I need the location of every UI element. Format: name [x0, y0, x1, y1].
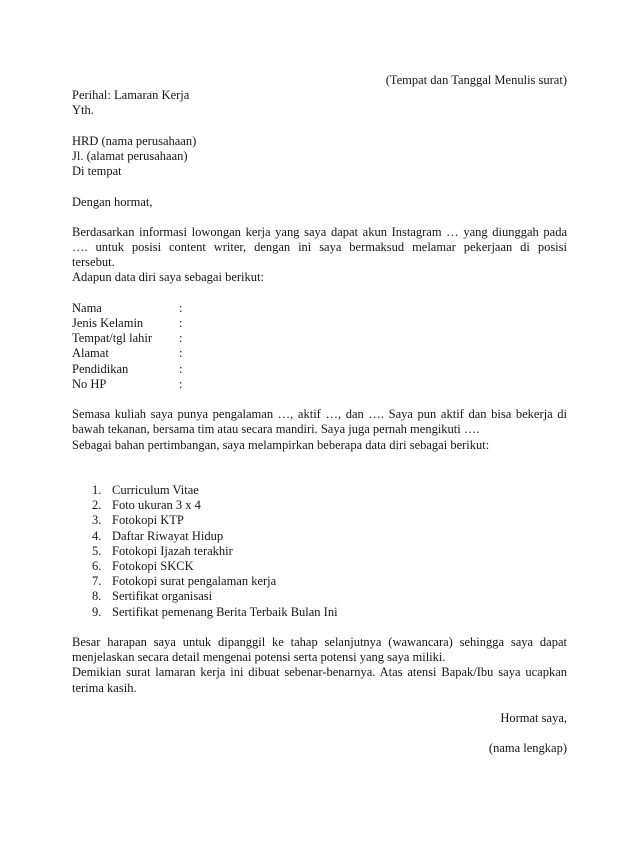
field-value: [182, 346, 567, 361]
attachment-item: [72, 483, 567, 498]
field-value: [182, 301, 567, 316]
personal-data-field: [72, 362, 567, 377]
field-colon: :: [179, 376, 183, 391]
item-text: Fotokopi SKCK: [112, 559, 194, 573]
field-label: Tempat/tgl lahir: [72, 331, 153, 346]
field-colon: :: [179, 331, 183, 346]
attachment-item: [72, 574, 567, 589]
paragraph-line: tersebut.: [72, 255, 115, 270]
paragraph-line: terima kasih.: [72, 680, 137, 695]
recipient-location-line: Di tempat: [72, 164, 122, 179]
experience-paragraph: [72, 407, 567, 453]
item-text: Foto ukuran 3 x 4: [112, 498, 201, 513]
item-text: Curriculum Vitae: [112, 483, 199, 498]
field-label: Alamat: [72, 346, 109, 361]
attachment-item: [72, 544, 567, 559]
personal-data-field: [72, 377, 567, 392]
field-colon: :: [179, 300, 183, 315]
field-label: Jenis Kelamin: [72, 316, 144, 330]
paragraph-line: Semasa kuliah saya punya pengalaman …, aktif …, dan …. Saya pun aktif dan bisa bekerja di: [72, 407, 567, 422]
blank-line: [72, 453, 567, 468]
greeting-line: Dengan hormat,: [72, 194, 153, 209]
attachment-item: [72, 559, 567, 574]
field-value: [182, 377, 567, 392]
field-colon: :: [179, 346, 183, 361]
field-value: [182, 316, 567, 331]
opening-paragraph: [72, 225, 567, 286]
item-number: 4.: [92, 528, 102, 543]
item-number: 9.: [92, 604, 102, 619]
date-placeholder-line: (Tempat dan Tanggal Menulis surat): [385, 73, 567, 87]
attachments-list: [72, 483, 567, 620]
item-text: Fotokopi Ijazah terakhir: [112, 543, 233, 558]
blank-line: [72, 179, 567, 194]
blank-line: [72, 210, 567, 225]
paragraph-line: …. untuk posisi content writer, dengan ini saya bermaksud melamar pekerjaan di posisi: [72, 240, 567, 255]
salutation-line: Yth.: [72, 103, 94, 118]
item-number: 2.: [92, 498, 102, 513]
personal-data-block: [72, 301, 567, 392]
field-label: Pendidikan: [72, 361, 129, 376]
item-number: 1.: [92, 483, 102, 498]
blank-line: [72, 696, 567, 711]
attachment-item: [72, 498, 567, 513]
paragraph-line: Berdasarkan informasi lowongan kerja yang saya dapat akun Instagram … yang diunggah pada: [72, 224, 567, 239]
attachment-item: [72, 589, 567, 604]
paragraph-line: Sebagai bahan pertimbangan, saya melampirkan beberapa data diri sebagai berikut:: [72, 437, 490, 452]
item-number: 6.: [92, 559, 102, 573]
blank-line: [72, 392, 567, 407]
item-text: Fotokopi KTP: [112, 513, 184, 528]
field-value: [182, 362, 567, 377]
signature-closing: Hormat saya,: [500, 710, 567, 725]
field-label: No HP: [72, 376, 107, 391]
item-text: Sertifikat pemenang Berita Terbaik Bulan Ini: [112, 604, 338, 619]
paragraph-line: Demikian surat lamaran kerja ini dibuat sebenar-benarnya. Atas atensi Bapak/Ibu saya ucapkan: [72, 665, 567, 680]
item-text: Sertifikat organisasi: [112, 589, 213, 604]
subject-line: Perihal: Lamaran Kerja: [72, 88, 190, 103]
attachment-item: [72, 513, 567, 528]
field-label: Nama: [72, 300, 102, 315]
item-text: Fotokopi surat pengalaman kerja: [112, 574, 277, 589]
paragraph-line: bawah tekanan, bersama tim atau secara mandiri. Saya juga pernah mengikuti ….: [72, 422, 480, 437]
personal-data-field: [72, 331, 567, 346]
attachment-item: [72, 605, 567, 620]
paragraph-line: Besar harapan saya untuk dipanggil ke tahap selanjutnya (wawancara) sehingga saya dapat: [72, 634, 567, 649]
blank-line: [72, 468, 567, 483]
paragraph-line: menjelaskan secara detail mengenai potensi serta potensi yang saya miliki.: [72, 650, 446, 665]
personal-data-field: [72, 316, 567, 331]
closing-paragraph: [72, 635, 567, 696]
paragraph-line: Adapun data diri saya sebagai berikut:: [72, 270, 264, 285]
item-number: 3.: [92, 513, 102, 528]
blank-line: [72, 620, 567, 635]
blank-line: [72, 726, 567, 741]
field-value: [182, 331, 567, 346]
item-text: Daftar Riwayat Hidup: [112, 528, 224, 543]
field-colon: :: [179, 361, 183, 376]
signature-name-placeholder: (nama lengkap): [488, 741, 567, 756]
field-colon: :: [179, 316, 183, 330]
recipient-address-line: Jl. (alamat perusahaan): [72, 148, 188, 163]
item-number: 5.: [92, 543, 102, 558]
blank-line: [72, 119, 567, 134]
attachment-item: [72, 529, 567, 544]
item-number: 7.: [92, 574, 102, 589]
item-number: 8.: [92, 589, 102, 604]
blank-line: [72, 286, 567, 301]
personal-data-field: [72, 301, 567, 316]
recipient-company-line: HRD (nama perusahaan): [72, 133, 197, 148]
personal-data-field: [72, 346, 567, 361]
